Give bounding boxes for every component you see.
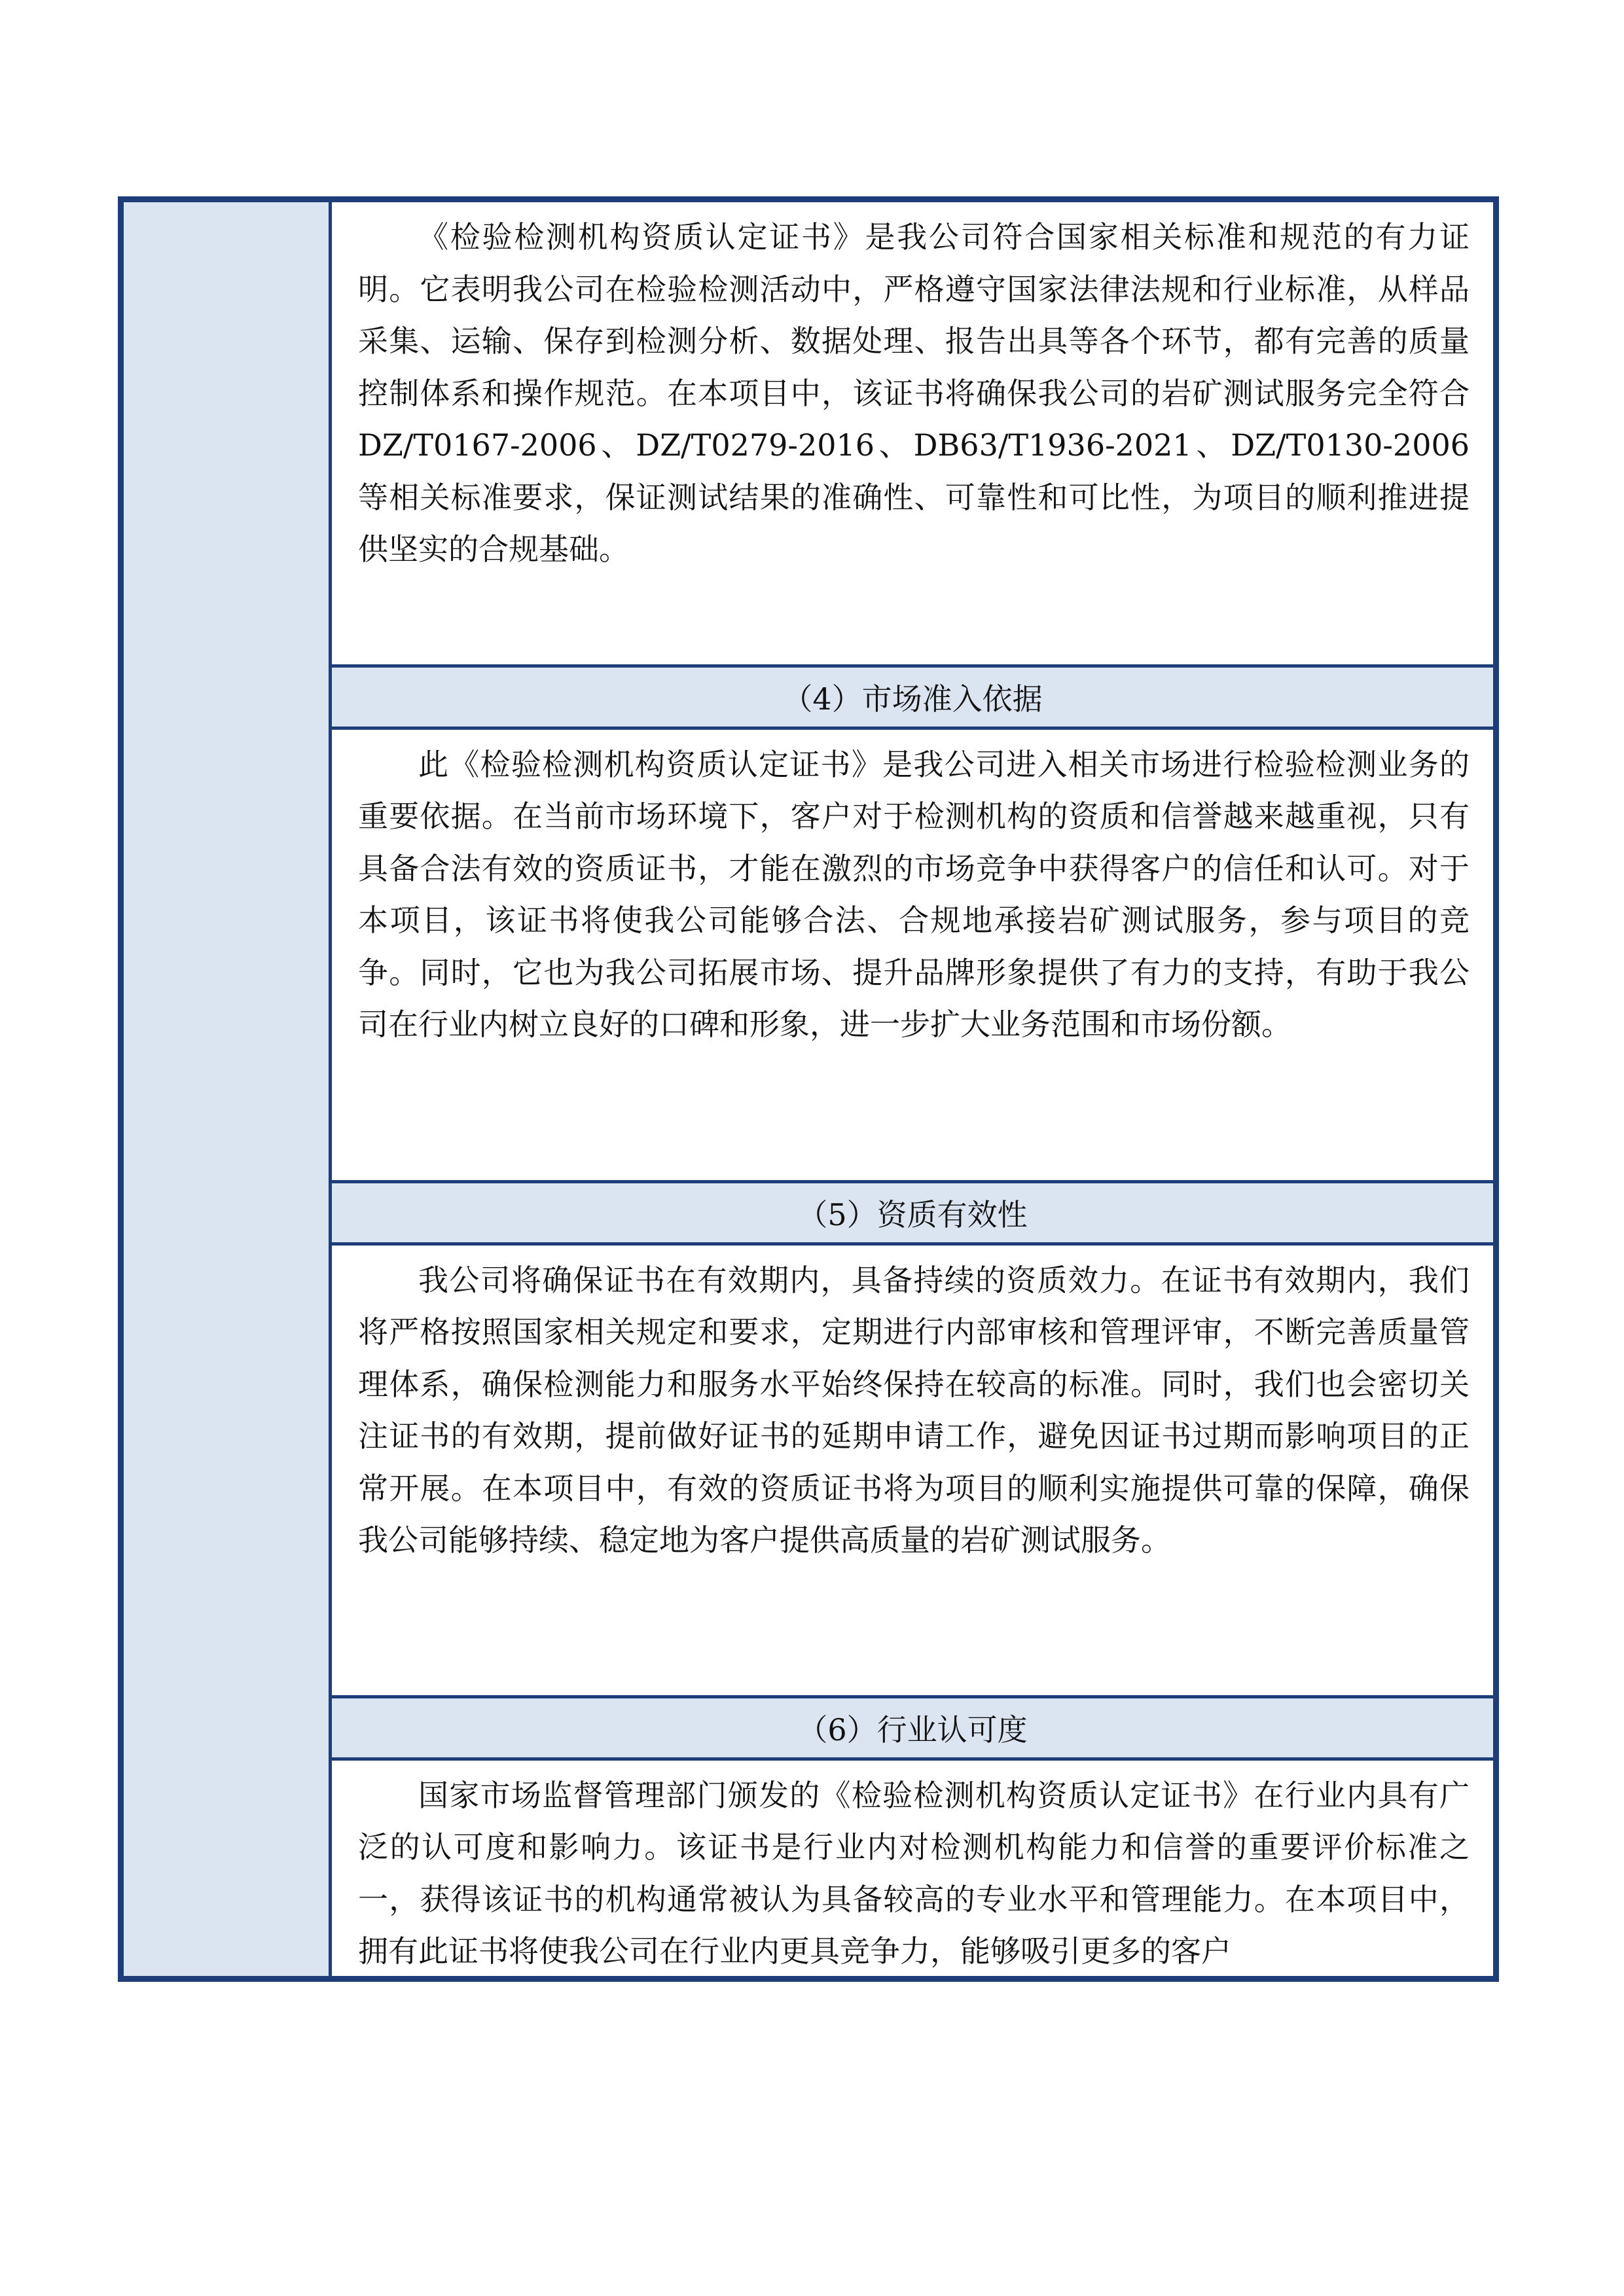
- section-4-heading: （4）市场准入依据: [782, 681, 1043, 717]
- section-5-body-cell: [332, 1246, 1493, 1696]
- document-table: [118, 196, 1499, 1982]
- section-6-heading: （6）行业认可度: [797, 1712, 1028, 1748]
- section-5-paragraph: 我公司将确保证书在有效期内，具备持续的资质效力。在证书有效期内，我们将严格按照国家相关规定和要求，定期进行内部审核和管理评审，不断完善质量管理体系，确保检测能力和服务水平始终保持在较高的标准。同时，我们也会密切关注证书的有效期，提前做好证书的延期申请工作，避免因证书过期而影响项目的正常开展。在本项目中，有效的资质证书将为项目的顺利实施提供可靠的保障，确保我公司能够持续、稳定地为客户提供高质量的岩矿测试服务。: [358, 1262, 1470, 1558]
- section-5-heading-cell: [332, 1180, 1493, 1245]
- section-6-body-cell: [332, 1761, 1493, 1976]
- table-left-column: [124, 202, 332, 1976]
- section-4-body-cell: [332, 730, 1493, 1181]
- section-6-paragraph: 国家市场监督管理部门颁发的《检验检测机构资质认定证书》在行业内具有广泛的认可度和影响力。该证书是行业内对检测机构能力和信誉的重要评价标准之一，获得该证书的机构通常被认为具备较高的专业水平和管理能力。在本项目中，拥有此证书将使我公司在行业内更具竞争力，能够吸引更多的客户: [358, 1777, 1470, 1969]
- table-right-column: [332, 202, 1493, 1976]
- section-3-paragraph: 《检验检测机构资质认定证书》是我公司符合国家相关标准和规范的有力证明。它表明我公司在检验检测活动中，严格遵守国家法律法规和行业标准，从样品采集、运输、保存到检测分析、数据处理、报告出具等各个环节，都有完善的质量控制体系和操作规范。在本项目中，该证书将确保我公司的岩矿测试服务完全符合 DZ/T0167-2006、DZ/T0279-2016、DB63/T1936-2021、DZ/T0130-2006 等相关标准要求，保证测试结果的准确性、可靠性和可比性，为项目的顺利推进提供坚实的合规基础。: [358, 219, 1470, 567]
- section-5-heading: （5）资质有效性: [797, 1196, 1028, 1232]
- section-4-paragraph: 此《检验检测机构资质认定证书》是我公司进入相关市场进行检验检测业务的重要依据。在当前市场环境下，客户对于检测机构的资质和信誉越来越重视，只有具备合法有效的资质证书，才能在激烈的市场竞争中获得客户的信任和认可。对于本项目，该证书将使我公司能够合法、合规地承接岩矿测试服务，参与项目的竞争。同时，它也为我公司拓展市场、提升品牌形象提供了有力的支持，有助于我公司在行业内树立良好的口碑和形象，进一步扩大业务范围和市场份额。: [358, 746, 1470, 1043]
- section-4-heading-cell: [332, 664, 1493, 729]
- section-6-heading-cell: [332, 1695, 1493, 1760]
- section-3-body-cell: [332, 202, 1493, 664]
